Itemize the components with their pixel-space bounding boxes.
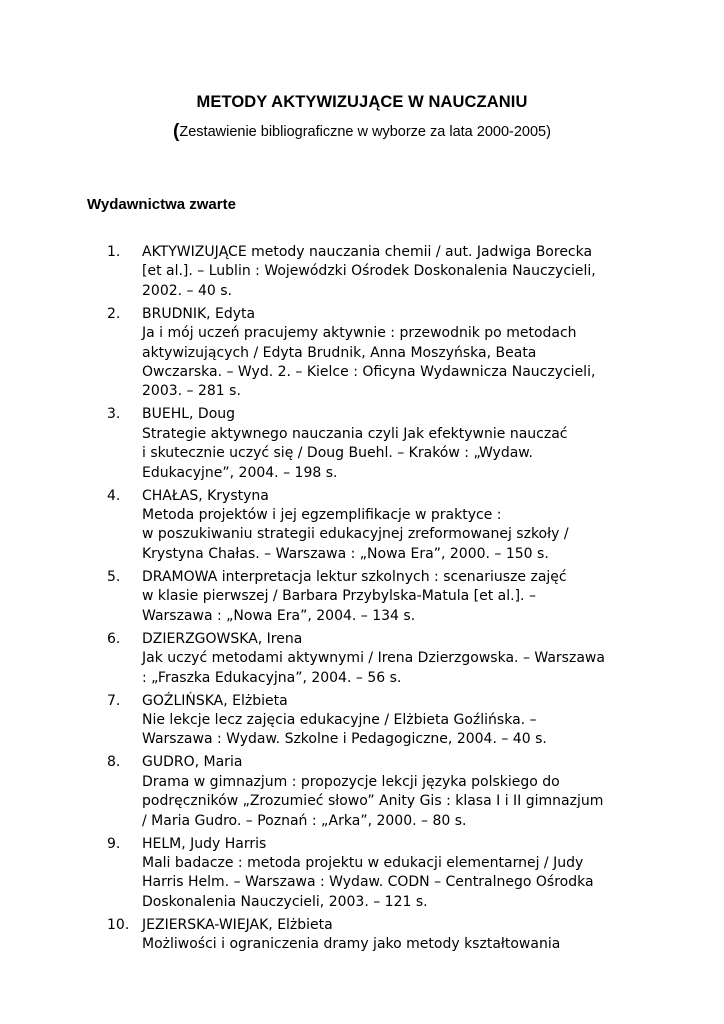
entry-line: 2003. – 281 s. (142, 383, 241, 400)
bibliography-entry (0, 243, 724, 301)
entry-text (142, 753, 642, 831)
entry-line: Edukacyjne”, 2004. – 198 s. (142, 464, 338, 481)
entry-line: w klasie pierwszej / Barbara Przybylska-Matula [et al.]. – (142, 588, 536, 605)
bibliography-entry (0, 692, 724, 750)
entry-line: / Maria Gudro. – Poznań : „Arka”, 2000. – 80 s. (142, 812, 467, 829)
entry-text (142, 916, 642, 955)
entry-line: HELM, Judy Harris (142, 835, 267, 852)
entry-line: Harris Helm. – Warszawa : Wydaw. CODN – Centralnego Ośrodka (142, 874, 594, 891)
bibliography-entry (0, 568, 724, 626)
entry-line: BUEHL, Doug (142, 406, 236, 423)
entry-line: aktywizujących / Edyta Brudnik, Anna Moszyńska, Beata (142, 344, 537, 361)
document-subtitle (0, 121, 724, 143)
bibliography-entry (0, 405, 724, 483)
subtitle-text: Zestawienie bibliograficzne w wyborze za lata 2000-2005) (179, 124, 551, 140)
entry-text (142, 692, 642, 750)
entry-line: GUDRO, Maria (142, 754, 243, 771)
entry-line: Możliwości i ograniczenia dramy jako metody kształtowania (142, 936, 561, 953)
entry-number: 4. (107, 487, 121, 504)
entry-line: Owczarska. – Wyd. 2. – Kielce : Oficyna Wydawnicza Nauczycieli, (142, 364, 596, 381)
entry-line: w poszukiwaniu strategii edukacyjnej zreformowanej szkoły / (142, 526, 569, 543)
entry-line: Jak uczyć metodami aktywnymi / Irena Dzierzgowska. – Warszawa (142, 650, 605, 667)
entry-number: 3. (107, 406, 121, 423)
entry-number: 9. (107, 835, 121, 852)
bibliography-entry (0, 835, 724, 913)
section-heading: Wydawnictwa zwarte (87, 196, 236, 213)
entry-line: Drama w gimnazjum : propozycje lekcji języka polskiego do (142, 773, 560, 790)
entry-line: Doskonalenia Nauczycieli, 2003. – 121 s. (142, 893, 428, 910)
entry-line: Strategie aktywnego nauczania czyli Jak efektywnie nauczać (142, 425, 568, 442)
entry-line: podręczników „Zrozumieć słowo” Anity Gis : klasa I i II gimnazjum (142, 793, 604, 810)
bibliography-list (0, 243, 724, 958)
document-title: METODY AKTYWIZUJĄCE W NAUCZANIU (196, 93, 528, 111)
entry-text (142, 487, 642, 565)
entry-line: CHAŁAS, Krystyna (142, 487, 269, 504)
entry-line: Metoda projektów i jej egzemplifikacje w praktyce : (142, 507, 502, 524)
bibliography-entry (0, 487, 724, 565)
entry-number: 8. (107, 754, 121, 771)
entry-number: 1. (107, 244, 121, 260)
entry-line: 2002. – 40 s. (142, 282, 232, 299)
bibliography-entry (0, 916, 724, 955)
subtitle-open-paren: ( (173, 121, 180, 142)
bibliography-entry (0, 305, 724, 402)
entry-number: 7. (107, 692, 121, 709)
entry-text (142, 405, 642, 483)
entry-line: Warszawa : „Nowa Era”, 2004. – 134 s. (142, 607, 416, 624)
bibliography-entry (0, 630, 724, 688)
entry-line: Mali badacze : metoda projektu w edukacji elementarnej / Judy (142, 854, 584, 871)
entry-line: [et al.]. – Lublin : Wojewódzki Ośrodek Doskonalenia Nauczycieli, (142, 263, 596, 280)
entry-line: : „Fraszka Edukacyjna”, 2004. – 56 s. (142, 669, 402, 686)
entry-line: Warszawa : Wydaw. Szkolne i Pedagogiczne, 2004. – 40 s. (142, 731, 547, 748)
entry-number: 6. (107, 630, 121, 647)
entry-line: Nie lekcje lecz zajęcia edukacyjne / Elżbieta Goźlińska. – (142, 711, 537, 728)
entry-line: DZIERZGOWSKA, Irena (142, 630, 303, 647)
entry-line: AKTYWIZUJĄCE metody nauczania chemii / aut. Jadwiga Borecka (142, 244, 593, 260)
entry-text (142, 630, 642, 688)
entry-line: Ja i mój uczeń pracujemy aktywnie : przewodnik po metodach (142, 325, 577, 342)
entry-line: BRUDNIK, Edyta (142, 305, 256, 322)
entry-line: JEZIERSKA-WIEJAK, Elżbieta (142, 916, 333, 933)
entry-text (142, 835, 642, 913)
entry-text (142, 305, 642, 402)
entry-line: Krystyna Chałas. – Warszawa : „Nowa Era”, 2000. – 150 s. (142, 545, 549, 562)
entry-number: 5. (107, 568, 121, 585)
bibliography-entry (0, 753, 724, 831)
entry-text (142, 243, 642, 301)
entry-number: 2. (107, 305, 121, 322)
entry-line: DRAMOWA interpretacja lektur szkolnych : scenariusze zajęć (142, 568, 567, 585)
entry-number: 10. (107, 916, 130, 933)
entry-line: GOŹLIŃSKA, Elżbieta (142, 692, 288, 709)
entry-line: i skutecznie uczyć się / Doug Buehl. – Kraków : „Wydaw. (142, 445, 533, 462)
entry-text (142, 568, 642, 626)
